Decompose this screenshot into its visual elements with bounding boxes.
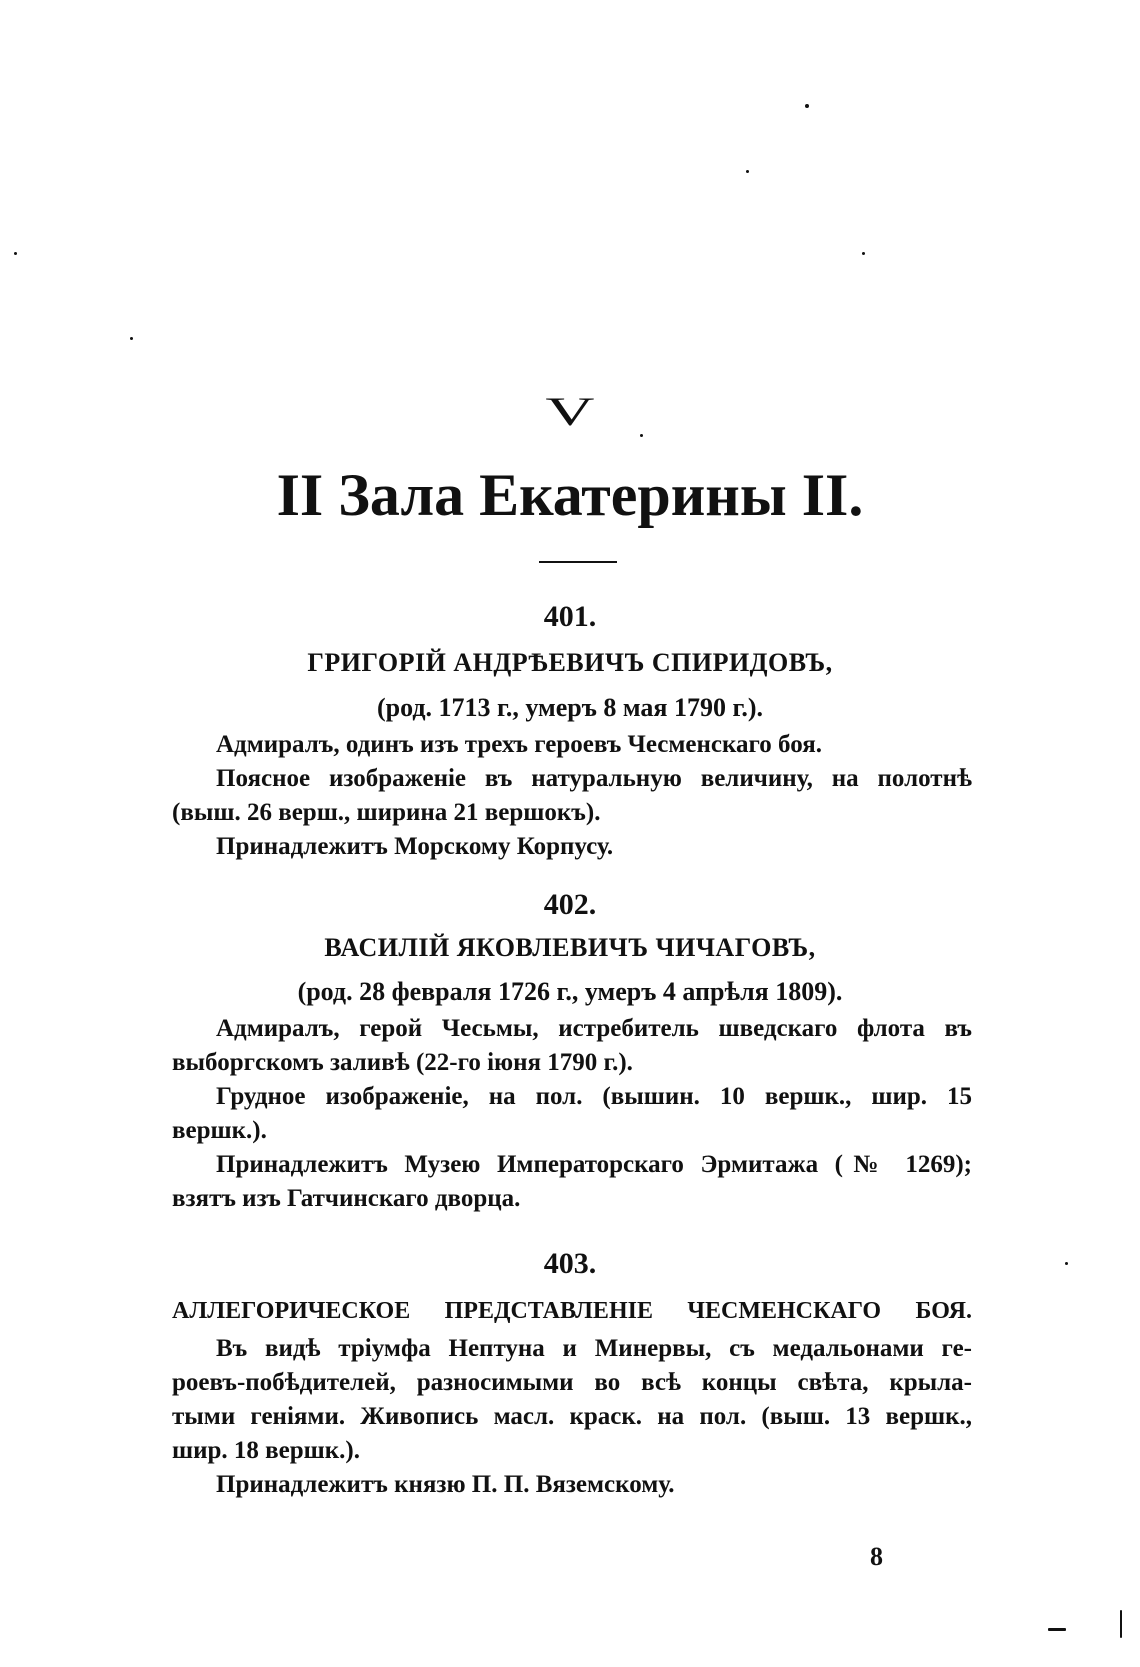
entry-name: АЛЛЕГОРИЧЕСКОЕ ПРЕДСТАВЛЕНІЕ ЧЕСМЕНСКАГО БОЯ. bbox=[172, 1298, 972, 1324]
entry-text-line: Принадлежитъ князю П. П. Вяземскому. bbox=[216, 1471, 675, 1498]
entry-dates: (род. 28 февраля 1726 г., умеръ 4 апрѣля 1809). bbox=[297, 977, 843, 1006]
entry-text-line: Въ видѣ тріумфа Нептуна и Минервы, съ медальонами ге- bbox=[216, 1335, 972, 1362]
scan-speck bbox=[1120, 1610, 1122, 1638]
entry-text-line: Поясное изображеніе въ натуральную величину, на полотнѣ bbox=[216, 765, 972, 792]
entry-number: 403. bbox=[543, 1247, 597, 1280]
scan-speck bbox=[746, 170, 749, 173]
entry-text-line: (выш. 26 верш., ширина 21 вершокъ). bbox=[172, 799, 601, 826]
entry-text-line: вершк.). bbox=[172, 1117, 267, 1144]
page-number: 8 bbox=[870, 1542, 883, 1571]
entry-text-line: Принадлежитъ Музею Императорскаго Эрмитажа (№ 1269); bbox=[216, 1151, 972, 1178]
entry-text-line: тыми геніями. Живопись масл. краск. на пол. (выш. 13 вершк., bbox=[172, 1403, 972, 1430]
entry-text-line: Адмиралъ, одинъ изъ трехъ героевъ Чесменскаго боя. bbox=[216, 731, 822, 758]
hall-title: II Зала Екатерины II. bbox=[276, 462, 864, 528]
scan-speck bbox=[640, 434, 643, 437]
entry-text-line: шир. 18 вершк.). bbox=[172, 1437, 361, 1464]
entry-text-line: Грудное изображеніе, на пол. (вышин. 10 вершк., шир. 15 bbox=[216, 1083, 972, 1110]
entry-text-line: Принадлежитъ Морскому Корпусу. bbox=[216, 833, 614, 860]
entry-text-line: взятъ изъ Гатчинскаго дворца. bbox=[172, 1185, 521, 1212]
entry-name: ВАСИЛІЙ ЯКОВЛЕВИЧЪ ЧИЧАГОВЪ, bbox=[324, 933, 816, 962]
scan-speck bbox=[862, 252, 865, 255]
scan-speck bbox=[130, 337, 133, 340]
scan-speck bbox=[14, 252, 17, 255]
entry-description bbox=[172, 728, 972, 864]
scan-speck bbox=[1065, 1262, 1068, 1265]
entry-text-line: Адмиралъ, герой Чесьмы, истребитель шведскаго флота въ bbox=[216, 1015, 972, 1042]
entry-text-line: выборгскомъ заливѣ (22-го іюня 1790 г.). bbox=[172, 1049, 633, 1076]
entry-number: 401. bbox=[543, 600, 597, 633]
entry-name: ГРИГОРІЙ АНДРѢЕВИЧЪ СПИРИДОВЪ, bbox=[307, 648, 833, 677]
scan-speck bbox=[1048, 1628, 1066, 1631]
entry-description bbox=[172, 1012, 972, 1216]
entry-text-line: роевъ-побѣдителей, разносимыми во всѣ концы свѣта, крыла- bbox=[172, 1369, 972, 1396]
entry-dates: (род. 1713 г., умеръ 8 мая 1790 г.). bbox=[376, 693, 764, 722]
entry-body bbox=[172, 1294, 972, 1328]
chapter-numeral: V bbox=[545, 389, 595, 434]
entry-number: 402. bbox=[543, 888, 597, 921]
scan-speck bbox=[805, 104, 809, 108]
entry-description bbox=[172, 1332, 972, 1502]
title-divider bbox=[539, 561, 617, 563]
